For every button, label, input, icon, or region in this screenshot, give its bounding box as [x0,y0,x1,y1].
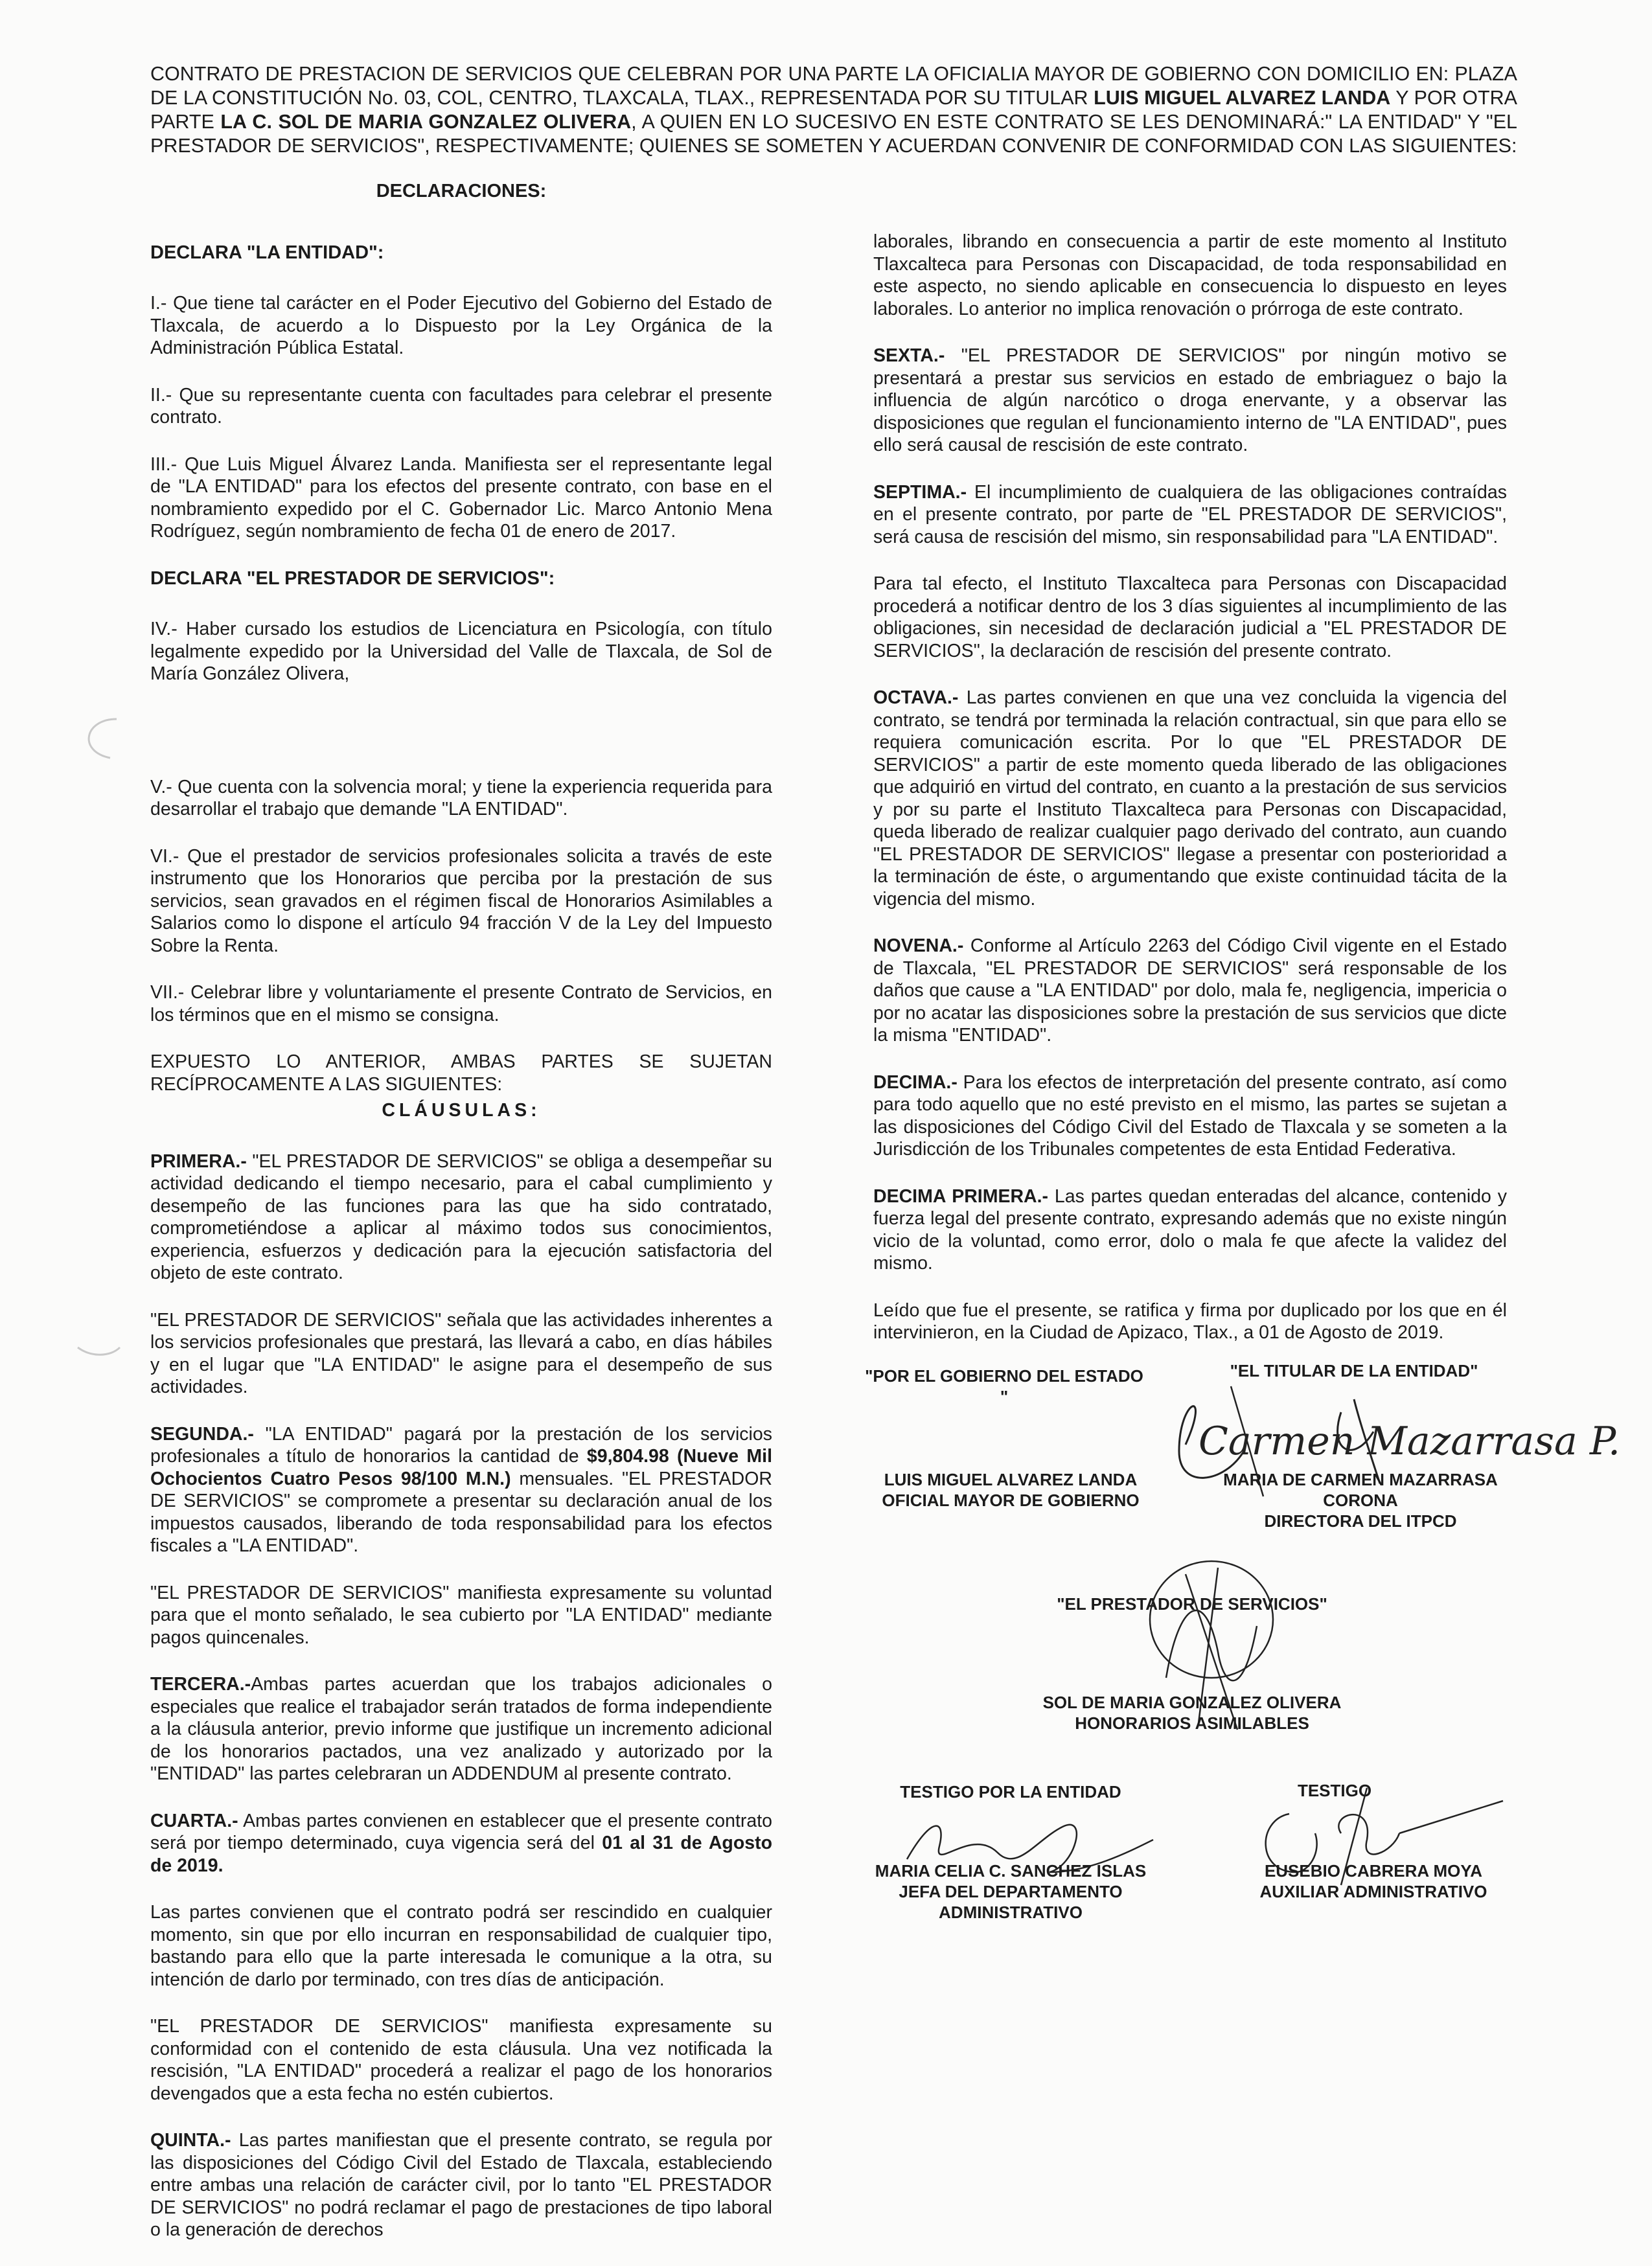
declaration-vi: VI.- Que el prestador de servicios profesionales solicita a través de este instrumento que los Honorarios que perciba por la prestación de sus servicios, sean gravados en el régimen fiscal de Honorarios Asimilables a Salarios como lo dispone el artículo 94 fracción V de la Ley del Impuesto Sobre la Renta. [150,845,772,956]
gobierno-role: OFICIAL MAYOR DE GOBIERNO [882,1491,1140,1510]
declaration-v: V.- Que cuenta con la solvencia moral; y tiene la experiencia requerida para desarrollar el trabajo que demande "LA ENTIDAD". [150,776,772,819]
testigo-entidad-name: MARIA CELIA C. SANCHEZ ISLAS [875,1861,1147,1881]
declaration-iii: III.- Que Luis Miguel Álvarez Landa. Manifiesta ser el representante legal de "LA ENTIDAD" para los efectos del presente contrato, con base en el nombramiento expedido por el C. Gobernador Lic. Marco Antonio Mena Rodríguez, según nombramiento de fecha 01 de enero de 2017. [150,453,772,542]
clause-text: Las partes convienen en que una vez concluida la vigencia del contrato, se tendrá por terminada la relación contractual, sin que para ello se requiera comunicación escrita. Por lo que "EL PRESTADOR DE SERVICIOS" a partir de este momento queda liberado de las obligaciones que adquirió en virtud del contrato, en cuanto a la prestación de sus servicios y por su parte el Instituto Tlaxcalteca para Personas con Discapacidad, queda liberado de realizar cualquier pago derivado del contrato, aun cuando "EL PRESTADOR DE SERVICIOS" llegase a presentar con posterioridad a la terminación de éste, o argumentando que existe continuidad tácita de la vigencia del mismo. [873,687,1507,910]
clause-label: DECIMA.- [873,1071,958,1093]
header-text: Y POR OTRA PARTE [150,87,1517,133]
clause-primera [150,1150,772,1285]
fee-amount: $9,804.98 (Nueve Mil Ochocientos Cuatro Pesos 98/100 M.N.) [150,1446,772,1489]
titular-signatory [1218,1469,1503,1531]
clause-segunda-b: "EL PRESTADOR DE SERVICIOS" manifiesta expresamente su voluntad para que el monto señalado, le sea cubierto por "LA ENTIDAD" mediante pagos quincenales. [150,1582,772,1648]
clause-quinta [150,2129,772,2241]
contract-header [150,62,1517,158]
clausulas-title: CLÁUSULAS: [382,1100,541,1121]
declara-prestador-heading: DECLARA "EL PRESTADOR DE SERVICIOS": [150,567,555,589]
clause-text: Las partes quedan enteradas del alcance, contenido y fuerza legal del presente contrato, expresando además que no existe ningún vicio de la voluntad, como error, dolo o mala fe que afecte la validez del mismo. [873,1185,1508,1274]
titular-signature-title: "EL TITULAR DE LA ENTIDAD" [1230,1361,1478,1380]
clause-cuarta-c: "EL PRESTADOR DE SERVICIOS" manifiesta expresamente su conformidad con el contenido de esta cláusula. Una vez notificada la rescisión, "LA ENTIDAD" procederá a realizar el pago de los honorarios devengados que a esta fecha no estén cubiertos. [150,2016,772,2104]
gobierno-name: LUIS MIGUEL ALVAREZ LANDA [884,1470,1138,1489]
declaration-i: I.- Que tiene tal carácter en el Poder Ejecutivo del Gobierno del Estado de Tlaxcala, de acuerdo a lo Dispuesto por la Ley Orgánica de la Administración Pública Estatal. [150,293,772,358]
clause-label: NOVENA.- [873,935,964,956]
declaration-vii: VII.- Celebrar libre y voluntariamente el presente Contrato de Servicios, en los términos que en el mismo se consigna. [150,982,772,1025]
clause-text: El incumplimiento de cualquiera de las obligaciones contraídas en el presente contrato, por parte de "EL PRESTADOR DE SERVICIOS", será causa de rescisión del mismo, sin responsabilidad para "LA ENTIDAD". [873,481,1507,547]
gobierno-signatory [868,1469,1153,1511]
provider-name: LA C. SOL DE MARIA GONZALEZ OLIVERA [220,111,632,133]
clause-cuarta [150,1810,772,1877]
clause-quinta-cont: laborales, librando en consecuencia a partir de este momento al Instituto Tlaxcalteca para Personas con Discapacidad, de toda responsabilidad en este aspecto, no siendo aplicable en consecuencia lo dispuesto en leyes laborales. Lo anterior no implica renovación o prórroga de este contrato. [873,231,1507,319]
clause-label: SEGUNDA.- [150,1423,254,1445]
testigo-entidad-role-2: ADMINISTRATIVO [939,1903,1083,1922]
testigo-name: EUSEBIO CABRERA MOYA [1264,1861,1483,1881]
punch-hole-mark [71,1322,123,1373]
clause-text: "LA ENTIDAD" pagará por la prestación de los servicios profesionales a título de honorarios la cantidad de [150,1423,772,1467]
prestador-signature-title: "EL PRESTADOR DE SERVICIOS" [1057,1594,1327,1614]
clause-label: SEPTIMA.- [873,481,967,503]
clause-tercera [150,1673,772,1785]
clause-cuarta-b: Las partes convienen que el contrato podrá ser rescindido en cualquier momento, sin que por ello incurran en responsabilidad de cualquier tipo, bastando para ello que la parte interesada le comunique a la otra, su intención de darlo por terminado, con tres días de anticipación. [150,1902,772,1990]
clause-decima [873,1071,1507,1161]
prestador-role: HONORARIOS ASIMILABLES [1075,1713,1309,1733]
clause-text: "EL PRESTADOR DE SERVICIOS" se obliga a desempeñar su actividad dedicando el tiempo necesario, para el cabal cumplimiento y desempeño de las funciones para las que ha sido contratado, comprometiéndose a aplicar al máximo todos sus conocimientos, experiencia, esfuerzos y dedicación para la ejecución satisfactoria del objeto de este contrato. [150,1150,772,1283]
testigo-entidad-signatory [855,1860,1166,1923]
clause-text: Conforme al Artículo 2263 del Código Civil vigente en el Estado de Tlaxcala, "EL PRESTADOR DE SERVICIOS" será responsable de los daños que cause a "LA ENTIDAD" por dolo, mala fe, negligencia, impericia o por no acatar las disposiciones sobre la prestación de sus servicios que dicte la misma "ENTIDAD". [873,935,1507,1046]
right-column [873,231,1507,1369]
validity-dates: 01 al 31 de Agosto de 2019. [150,1833,772,1876]
clause-text: mensuales. "EL PRESTADOR DE SERVICIOS" se compromete a presentar su declaración anual de los impuestos causados, liberando de toda responsabilidad para los efectos fiscales a "LA ENTIDAD". [150,1468,772,1556]
closing-paragraph: Leído que fue el presente, se ratifica y firma por duplicado por los que en él intervinieron, en la Ciudad de Apizaco, Tlax., a 01 de Agosto de 2019. [873,1299,1507,1343]
representative-name: LUIS MIGUEL ALVAREZ LANDA [1094,87,1391,109]
clause-label: CUARTA.- [150,1810,238,1831]
left-column [150,180,772,2266]
clause-label: DECIMA PRIMERA.- [873,1185,1049,1207]
titular-name: MARIA DE CARMEN MAZARRASA [1223,1470,1498,1489]
testigo-title: TESTIGO [1297,1781,1372,1800]
clause-octava [873,687,1507,910]
testigo-entidad-role: JEFA DEL DEPARTAMENTO [899,1882,1123,1901]
clause-label: PRIMERA.- [150,1150,247,1172]
clause-novena [873,935,1507,1047]
punch-hole-mark [71,713,123,764]
declaration-ii: II.- Que su representante cuenta con facultades para celebrar el presente contrato. [150,384,772,428]
clause-text: "EL PRESTADOR DE SERVICIOS" por ningún motivo se presentará a prestar sus servicios en estado de embriaguez o bajo la influencia de algún narcótico o droga enervante, y a observar las disposiciones que regulan el funcionamiento interno de "LA ENTIDAD", pues ello será causal de rescisión de este contrato. [873,345,1507,455]
clause-text: Ambas partes acuerdan que los trabajos adicionales o especiales que realice el trabajador serán tratados de forma independiente a la cláusula anterior, previo informe que justifique un incremento adicional de los honorarios pactados, una vez analizado y autorizado por la "ENTIDAD" las partes celebraran un ADDENDUM al presente contrato. [150,1674,772,1784]
clause-label: QUINTA.- [150,2130,231,2151]
prestador-name: SOL DE MARIA GONZALEZ OLIVERA [1042,1693,1342,1712]
clause-text: Para los efectos de interpretación del presente contrato, así como para todo aquello que no esté previsto en el mismo, las partes se sujetan a las disposiciones del Código Civil del Estado de Tlaxcala y se someten a la Jurisdicción de los Tribunales competentes de esta Entidad Federativa. [873,1071,1507,1160]
clause-sexta [873,345,1507,457]
expuesto-paragraph: EXPUESTO LO ANTERIOR, AMBAS PARTES SE SUJETAN RECÍPROCAMENTE A LAS SIGUIENTES: [150,1051,772,1095]
testigo-role: AUXILIAR ADMINISTRATIVO [1259,1882,1487,1901]
testigo-signatory [1244,1860,1503,1902]
declaraciones-title: DECLARACIONES: [376,181,547,201]
clause-septima-b: Para tal efecto, el Instituto Tlaxcalteca para Personas con Discapacidad procederá a notificar dentro de los 3 días siguientes al incumplimiento de las obligaciones, sin necesidad de declaración judicial a "EL PRESTADOR DE SERVICIOS", la declaración de rescisión del presente contrato. [873,573,1507,661]
gobierno-signature-title: "POR EL GOBIERNO DEL ESTADO " [865,1366,1143,1406]
clause-septima [873,481,1507,549]
prestador-signatory [1011,1692,1373,1734]
declaration-iv: IV.- Haber cursado los estudios de Licenciatura en Psicología, con título legalmente expedido por la Universidad del Valle de Tlaxcala, de Sol de María González Olivera, [150,619,772,684]
clause-segunda [150,1423,772,1557]
clause-label: SEXTA.- [873,345,945,366]
header-text: , A QUIEN EN LO SUCESIVO EN ESTE CONTRATO SE LES DENOMINARÁ:" LA ENTIDAD" Y "EL PRESTADOR DE SERVICIOS", RESPECTIVAMENTE; QUIENES SE SOMETEN Y ACUERDAN CONVENIR DE CONFORMIDAD CON LAS SIGUIENTES: [150,111,1517,157]
clause-text: Ambas partes convienen en establecer que el presente contrato será por tiempo determinado, cuya vigencia será del [150,1810,772,1853]
clause-label: TERCERA.- [150,1674,251,1695]
header-text: CONTRATO DE PRESTACION DE SERVICIOS QUE CELEBRAN POR UNA PARTE LA OFICIALIA MAYOR DE GOBIERNO CON DOMICILIO EN: PLAZA DE LA CONSTITUCIÓN No. 03, COL, CENTRO, TLAXCALA, TLAX., REPRESENTADA POR SU TITULAR [150,63,1517,109]
titular-role: DIRECTORA DEL ITPCD [1264,1511,1457,1531]
declara-entidad-heading: DECLARA "LA ENTIDAD": [150,242,384,263]
signature-script: Carmen Mazarrasa P. [1199,1419,1621,1464]
clause-decima-primera [873,1185,1507,1275]
testigo-entidad-title: TESTIGO POR LA ENTIDAD [900,1782,1121,1802]
titular-name-2: CORONA [1323,1491,1398,1510]
clause-primera-b: "EL PRESTADOR DE SERVICIOS" señala que las actividades inherentes a los servicios profesionales que prestará, las llevará a cabo, en días hábiles y en el lugar que "LA ENTIDAD" le asigne para el desempeño de sus actividades. [150,1309,772,1397]
clause-text: Las partes manifiestan que el presente contrato, se regula por las disposiciones del Código Civil del Estado de Tlaxcala, estableciendo entre ambas una relación de carácter civil, por lo tanto "EL PRESTADOR DE SERVICIOS" no podrá reclamar el pago de prestaciones de tipo laboral o la generación de derechos [150,2130,772,2240]
clause-label: OCTAVA.- [873,687,959,708]
